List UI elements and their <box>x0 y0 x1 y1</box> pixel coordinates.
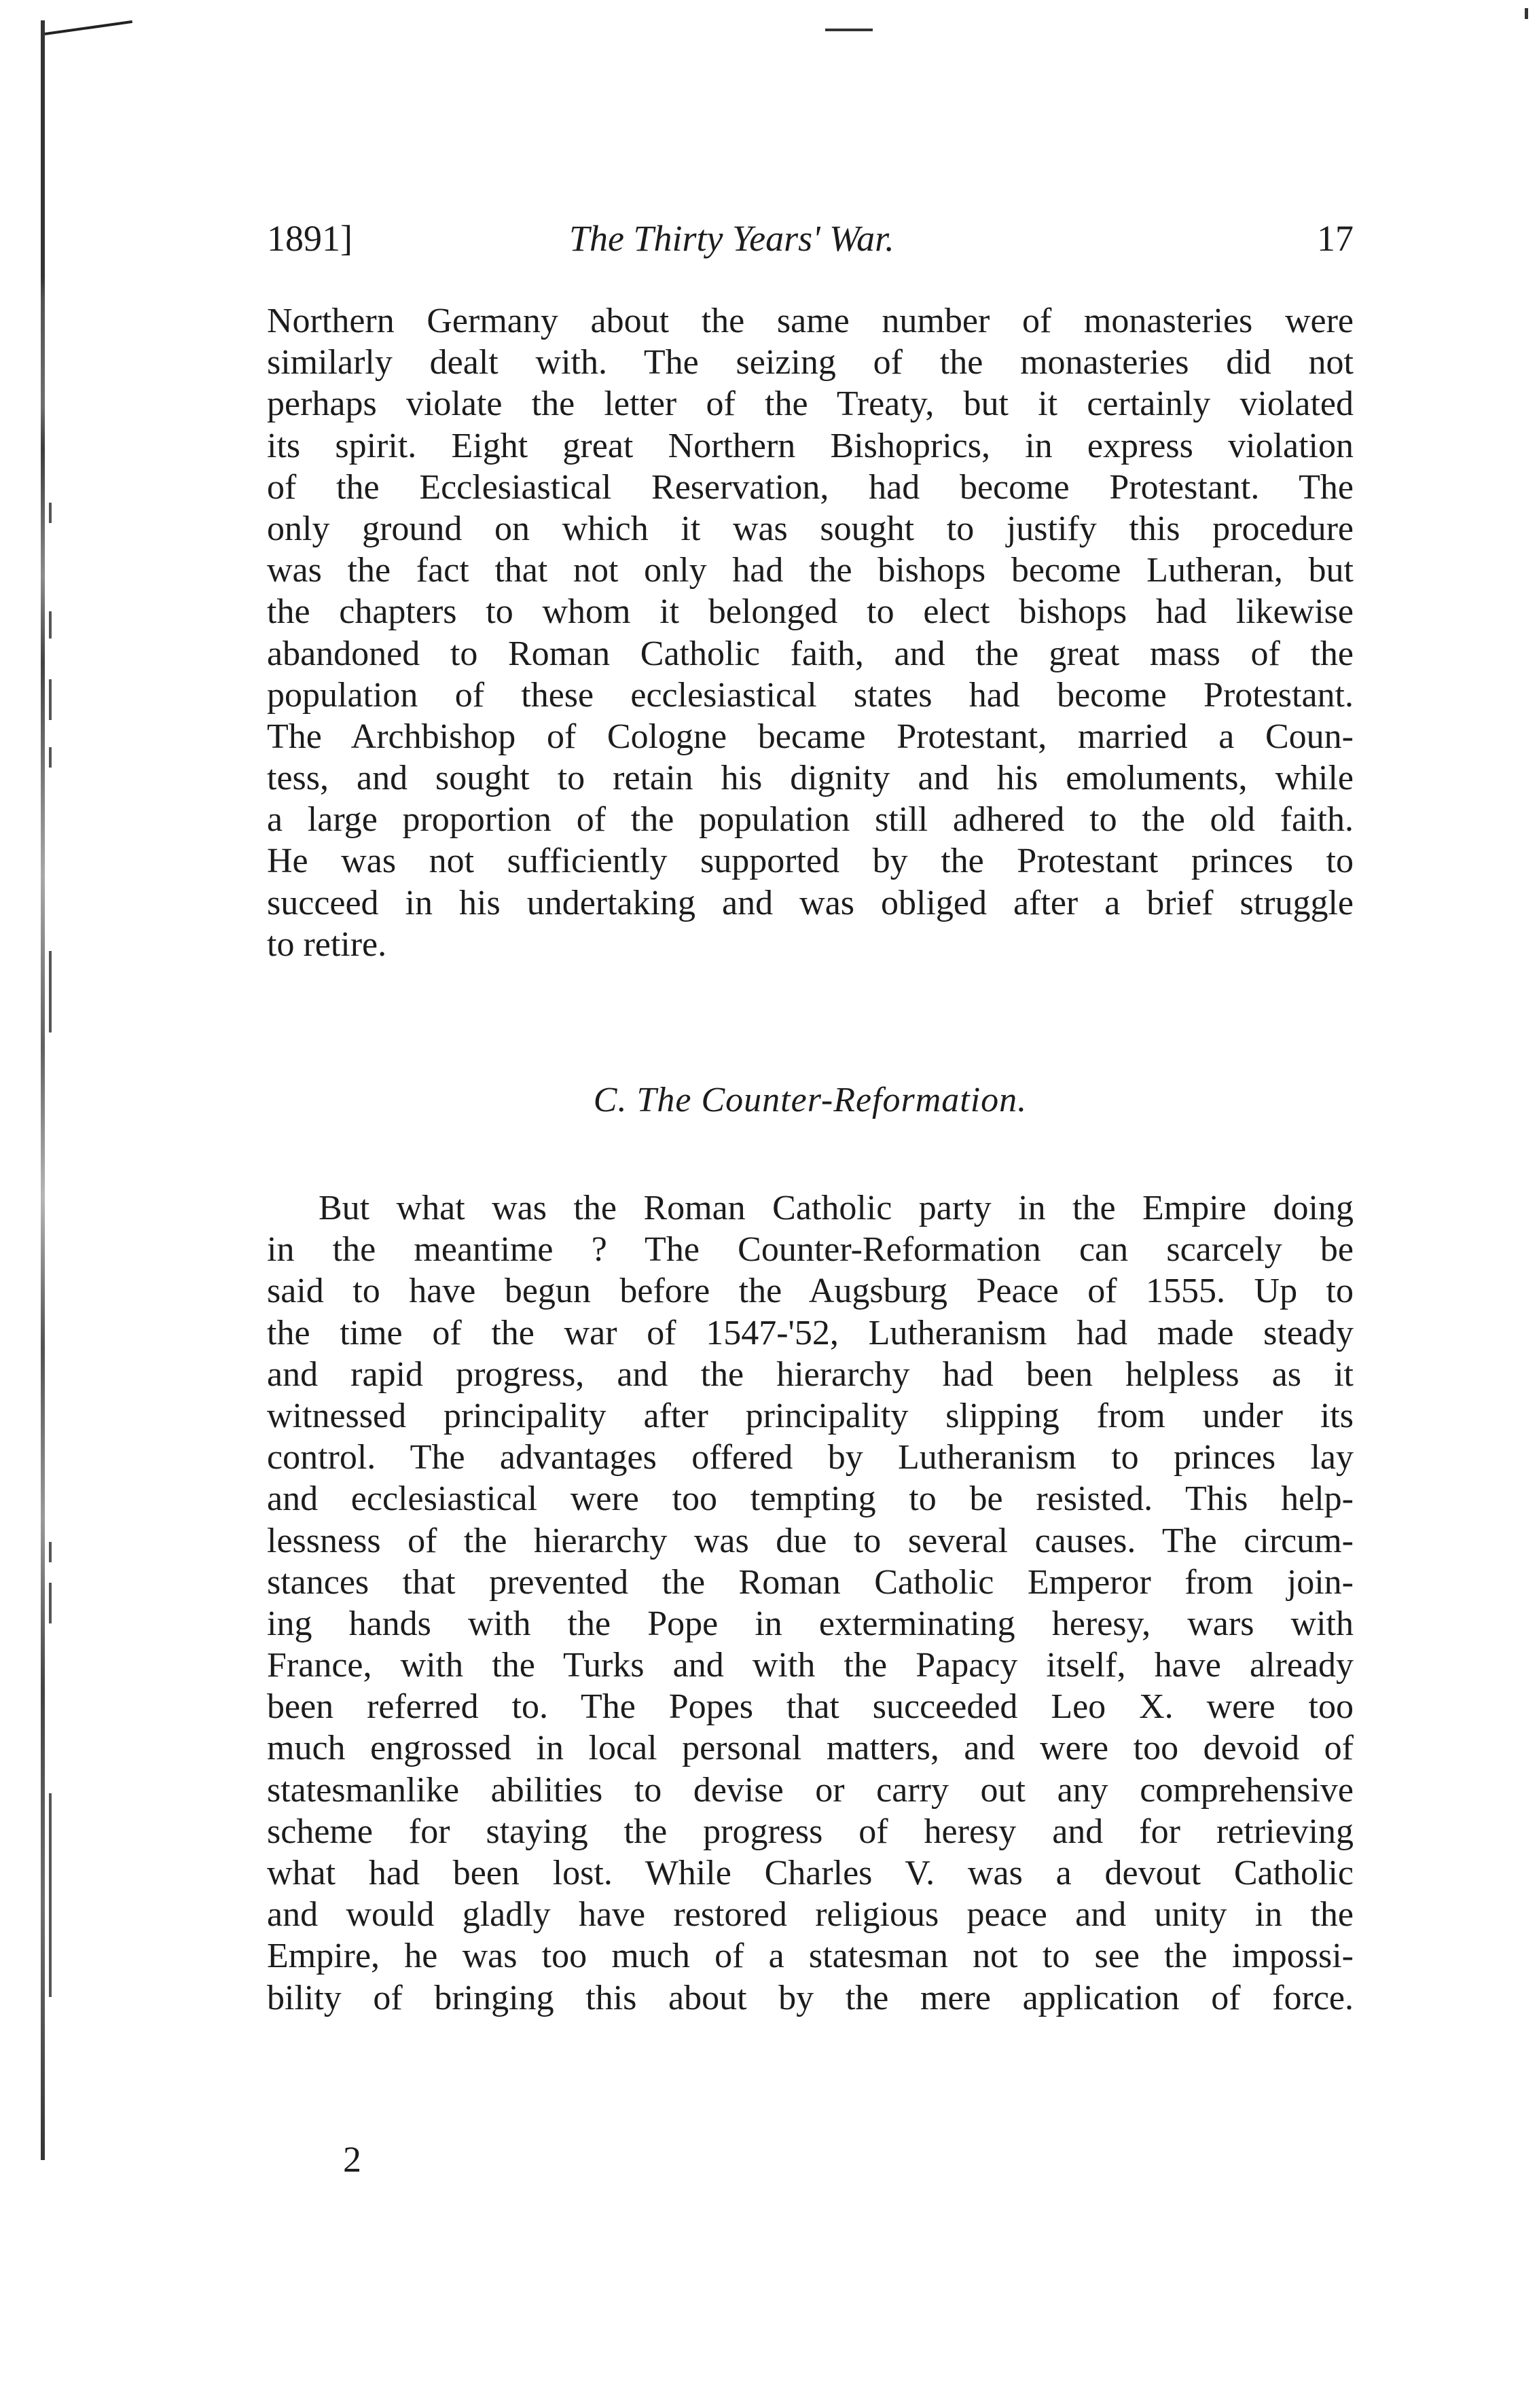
page-number: 17 <box>1317 218 1354 259</box>
text-line: But what was the Roman Catholic party in the Empire doing <box>319 1189 1354 1227</box>
text-line: bility of bringing this about by the mere application of force. <box>267 1978 1354 2017</box>
margin-mark <box>49 1542 52 1562</box>
text-line: control. The advantages offered by Lutheranism to princes lay <box>267 1438 1354 1477</box>
scan-dash-mark <box>825 29 873 31</box>
scan-gutter-line <box>41 20 45 2160</box>
paragraph-1 <box>267 300 1354 965</box>
text-line: was the fact that not only had the bishops become Lutheran, but <box>267 551 1354 590</box>
text-line: succeed in his undertaking and was obliged after a brief struggle <box>267 883 1354 922</box>
text-line: and rapid progress, and the hierarchy had been helpless as it <box>267 1354 1354 1394</box>
text-line: said to have begun before the Augsburg Peace of 1555. Up to <box>267 1272 1354 1311</box>
margin-mark <box>49 1793 52 1997</box>
text-line: its spirit. Eight great Northern Bishoprics, in express violation <box>267 426 1354 465</box>
text-line: population of these ecclesiastical states had become Protestant. <box>267 675 1354 715</box>
text-line: perhaps violate the letter of the Treaty, but it certainly violated <box>267 384 1354 424</box>
header-title: The Thirty Years' War. <box>569 218 894 259</box>
text-line: statesmanlike abilities to devise or carry out any comprehensive <box>267 1770 1354 1810</box>
text-line: been referred to. The Popes that succeeded Leo X. were too <box>267 1687 1354 1727</box>
scan-dot-mark <box>1525 8 1528 19</box>
text-line: and ecclesiastical were too tempting to be resisted. This help- <box>267 1479 1354 1519</box>
text-line: similarly dealt with. The seizing of the monasteries did not <box>267 343 1354 382</box>
margin-mark <box>49 611 52 639</box>
margin-mark <box>49 503 52 523</box>
text-line: stances that prevented the Roman Catholic Emperor from join- <box>267 1562 1354 1602</box>
margin-mark <box>49 951 52 1032</box>
text-line: witnessed principality after principality slipping from under its <box>267 1396 1354 1435</box>
margin-mark <box>49 747 52 768</box>
running-header <box>267 217 1354 272</box>
text-line: a large proportion of the population still adhered to the old faith. <box>267 800 1354 840</box>
text-line: abandoned to Roman Catholic faith, and the great mass of the <box>267 634 1354 673</box>
text-line: Empire, he was too much of a statesman not to see the impossi- <box>267 1937 1354 1976</box>
signature-mark: 2 <box>343 2139 361 2180</box>
text-line: lessness of the hierarchy was due to several causes. The circum- <box>267 1521 1354 1560</box>
text-line: what had been lost. While Charles V. was a devout Catholic <box>267 1854 1354 1892</box>
text-line: of the Ecclesiastical Reservation, had become Protestant. The <box>267 467 1354 507</box>
header-year: 1891] <box>267 218 352 259</box>
text-line: only ground on which it was sought to justify this procedure <box>267 509 1354 548</box>
scan-gutter-tick <box>45 20 132 35</box>
text-line: France, with the Turks and with the Papacy itself, have already <box>267 1646 1354 1685</box>
text-line: in the meantime ? The Counter-Reformation can scarcely be <box>267 1230 1354 1270</box>
text-line: scheme for staying the progress of heresy and for retrieving <box>267 1812 1354 1851</box>
section-heading: C. The Counter-Reformation. <box>593 1081 1028 1119</box>
paragraph-2 <box>267 1187 1354 2019</box>
text-line: The Archbishop of Cologne became Protestant, married a Coun- <box>267 717 1354 756</box>
text-line: to retire. <box>267 924 387 964</box>
margin-mark <box>49 1583 52 1623</box>
text-line: He was not sufficiently supported by the Protestant princes to <box>267 842 1354 881</box>
margin-mark <box>49 679 52 720</box>
text-line: much engrossed in local personal matters, and were too devoid of <box>267 1729 1354 1768</box>
text-line: the time of the war of 1547-'52, Lutheranism had made steady <box>267 1313 1354 1352</box>
text-line: ing hands with the Pope in exterminating heresy, wars with <box>267 1604 1354 1643</box>
text-line: tess, and sought to retain his dignity and his emoluments, while <box>267 759 1354 798</box>
text-line: Northern Germany about the same number of monasteries were <box>267 302 1354 340</box>
text-line: and would gladly have restored religious peace and unity in the <box>267 1895 1354 1935</box>
text-line: the chapters to whom it belonged to elect bishops had likewise <box>267 592 1354 632</box>
